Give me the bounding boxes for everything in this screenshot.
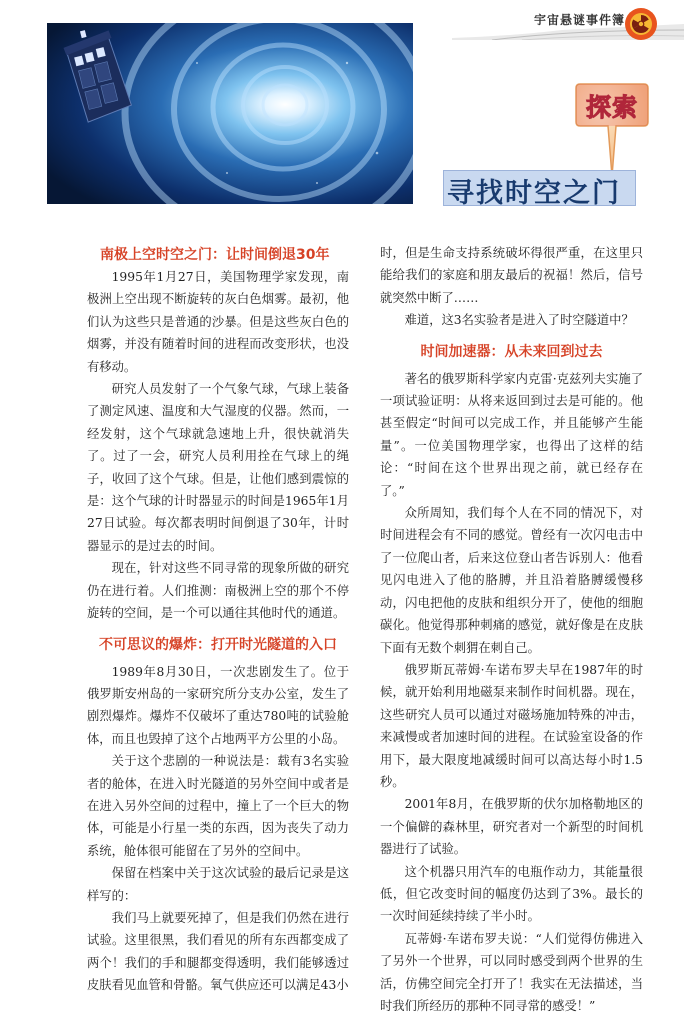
page-title: 寻找时空之门	[447, 178, 621, 209]
paragraph: 2001年8月，在俄罗斯的伏尔加格勒地区的一个偏僻的森林里，研究者对一个新型的时间机器进行了试验。	[380, 797, 643, 857]
brand-title: 宇宙悬谜事件簿	[534, 13, 626, 27]
paragraph: 研究人员发射了一个气象气球，气球上装备了测定风速、温度和大气湿度的仪器。然而，一经发射，这个气球就急速地上升，很快就消失了。过了一会，研究人员利用拴在气球上的绳子，收回了这个气球。但是，让他们感到震惊的是：这个气球的计时器显示的时间是1965年1月27日试验。每次都表明时间倒退了30年，计时器显示的是过去的时间。	[87, 382, 349, 553]
paragraph: 瓦蒂姆·车诺布罗夫说：“人们觉得仿佛进入了另外一个世界，可以同时感受到两个世界的生活，仿佛空间完全打开了！我实在无法描述，当时我们所经历的那种不同寻常的感受！”	[380, 931, 643, 1013]
paragraph: 俄罗斯瓦蒂姆·车诺布罗夫早在1987年的时候，就开始利用地磁泵来制作时间机器。现在，这些研究人员可以通过对磁场施加特殊的冲击，来减慢或者加速时间的进程。在试验室设备的作用下，最大限度地减缓时间可以高达每小时1.5秒。	[380, 662, 643, 789]
paragraph: 1995年1月27日，美国物理学家发现，南极洲上空出现不断旋转的灰白色烟雾。最初，他们认为这些只是普通的沙暴。但是这些灰白色的烟雾，并没有随着时间的进程而改变形状，也没有移动。	[87, 270, 349, 374]
paragraph: 现在，针对这些不同寻常的现象所做的研究仍在进行着。人们推测：南极洲上空的那个不停旋转的空间，是一个可以通往其他时代的通道。	[87, 561, 349, 621]
section-heading: 南极上空时空之门：让时间倒退30年	[100, 247, 330, 263]
paragraph: 1989年8月30日，一次悲剧发生了。位于俄罗斯安州岛的一家研究所分支办公室，发生了剧烈爆炸。爆炸不仅破坏了重达780吨的试验舱体，而且也毁掉了这个占地两平方公里的小岛。	[87, 664, 349, 746]
time-tunnel-image	[47, 23, 413, 204]
paragraph: 难道，这3名实验者是进入了时空隧道中？	[404, 313, 634, 328]
explore-tag: 探索	[585, 93, 638, 122]
section-heading: 时间加速器：从未来回到过去	[420, 343, 603, 360]
section-heading: 不可思议的爆炸：打开时光隧道的入口	[99, 636, 337, 653]
paragraph: 时，但是生命支持系统破坏得很严重，在这里只能给我们的家庭和朋友最后的祝福！然后，信号就突然中断了……	[380, 246, 643, 305]
text-column-right	[380, 242, 643, 1017]
paragraph: 保留在档案中关于这次试验的最后记录是这样写的：	[87, 866, 349, 903]
paragraph: 我们马上就要死掉了，但是我们仍然在进行试验。这里很黑，我们看见的所有东西都变成了两个！我们的手和腿都变得透明，我们能够透过皮肤看见血管和骨骼。氧气供应还可以满足43小	[87, 910, 349, 993]
radiation-icon	[624, 7, 658, 41]
paragraph: 这个机器只用汽车的电瓶作动力，其能量很低，但它改变时间的幅度仍达到了3%。最长的一次时间延续持续了半小时。	[380, 864, 643, 924]
paragraph: 众所周知，我们每个人在不同的情况下，对时间进程会有不同的感觉。曾经有一次闪电击中了一位爬山者，后来这位登山者告诉别人：他看见闪电进入了他的胳膊，并且沿着胳膊缓慢移动，闪电把他的皮肤和组织分开了，使他的细胞碳化。他觉得那种刺痛的感觉，就好像是在皮肤下面有无数个刺猬在刺自己。	[380, 506, 643, 655]
text-column-left	[87, 266, 349, 997]
paragraph: 著名的俄罗斯科学家内克雷·克兹列夫实施了一项试验证明：从将来返回到过去是可能的。他甚至假定“时间可以完成工作，并且能够产生能量”。一位美国物理学家，也得出了这样的结论：“时间在这个世界出现之前，就已经存在了。”	[380, 371, 643, 498]
paragraph: 关于这个悲剧的一种说法是：载有3名实验者的舱体，在进入时光隧道的另外空间中或者是在进入另外空间的过程中，撞上了一个巨大的物体，可能是小行星一类的东西，因为丧失了动力系统，舱体很可能留在了另外的空间中。	[87, 754, 349, 858]
